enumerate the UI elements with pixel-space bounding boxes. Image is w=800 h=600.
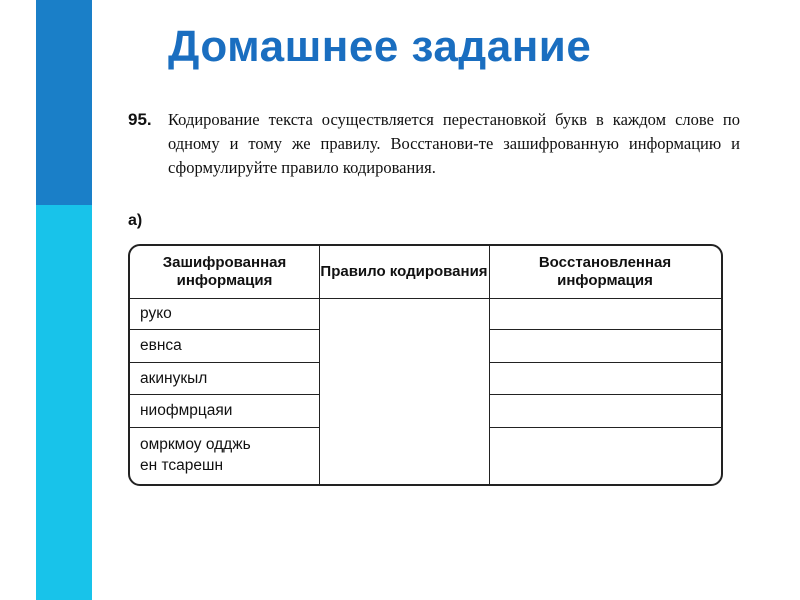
sidebar-light-stripe — [36, 205, 92, 600]
cipher-table — [128, 244, 723, 486]
header-encrypted: Зашифрованная информация — [130, 246, 319, 299]
sidebar-dark-stripe — [36, 0, 92, 205]
encrypted-cell: ниофмрцаяи — [130, 395, 319, 428]
restored-answer-cell[interactable] — [489, 395, 721, 428]
restored-answer-cell[interactable] — [489, 330, 721, 363]
encrypted-cell-multiline — [130, 428, 319, 486]
column-rule — [319, 246, 490, 484]
task-number: 95. — [128, 110, 152, 129]
restored-answer-cell[interactable] — [489, 428, 721, 486]
part-label: а) — [128, 212, 143, 229]
task-block — [128, 108, 740, 180]
restored-answer-cell[interactable] — [489, 299, 721, 330]
column-encrypted — [130, 246, 320, 484]
page-title: Домашнее задание — [168, 22, 592, 71]
encrypted-line: омркмоу одджь — [140, 436, 251, 453]
header-rule: Правило кодирования — [319, 246, 489, 299]
encrypted-cell: руко — [130, 299, 319, 330]
encrypted-cell: евнса — [130, 330, 319, 363]
restored-answer-cell[interactable] — [489, 363, 721, 395]
encrypted-cell: акинукыл — [130, 363, 319, 395]
header-restored: Восстановленная информация — [489, 246, 721, 299]
task-text: Кодирование текста осуществляется перестановкой букв в каждом слове по одному и тому же правилу. Восстанови-те зашифрованную информацию и сформулируйте правило кодирования. — [168, 110, 740, 177]
column-restored — [489, 246, 721, 484]
encrypted-line: ен тсарешн — [140, 457, 224, 474]
